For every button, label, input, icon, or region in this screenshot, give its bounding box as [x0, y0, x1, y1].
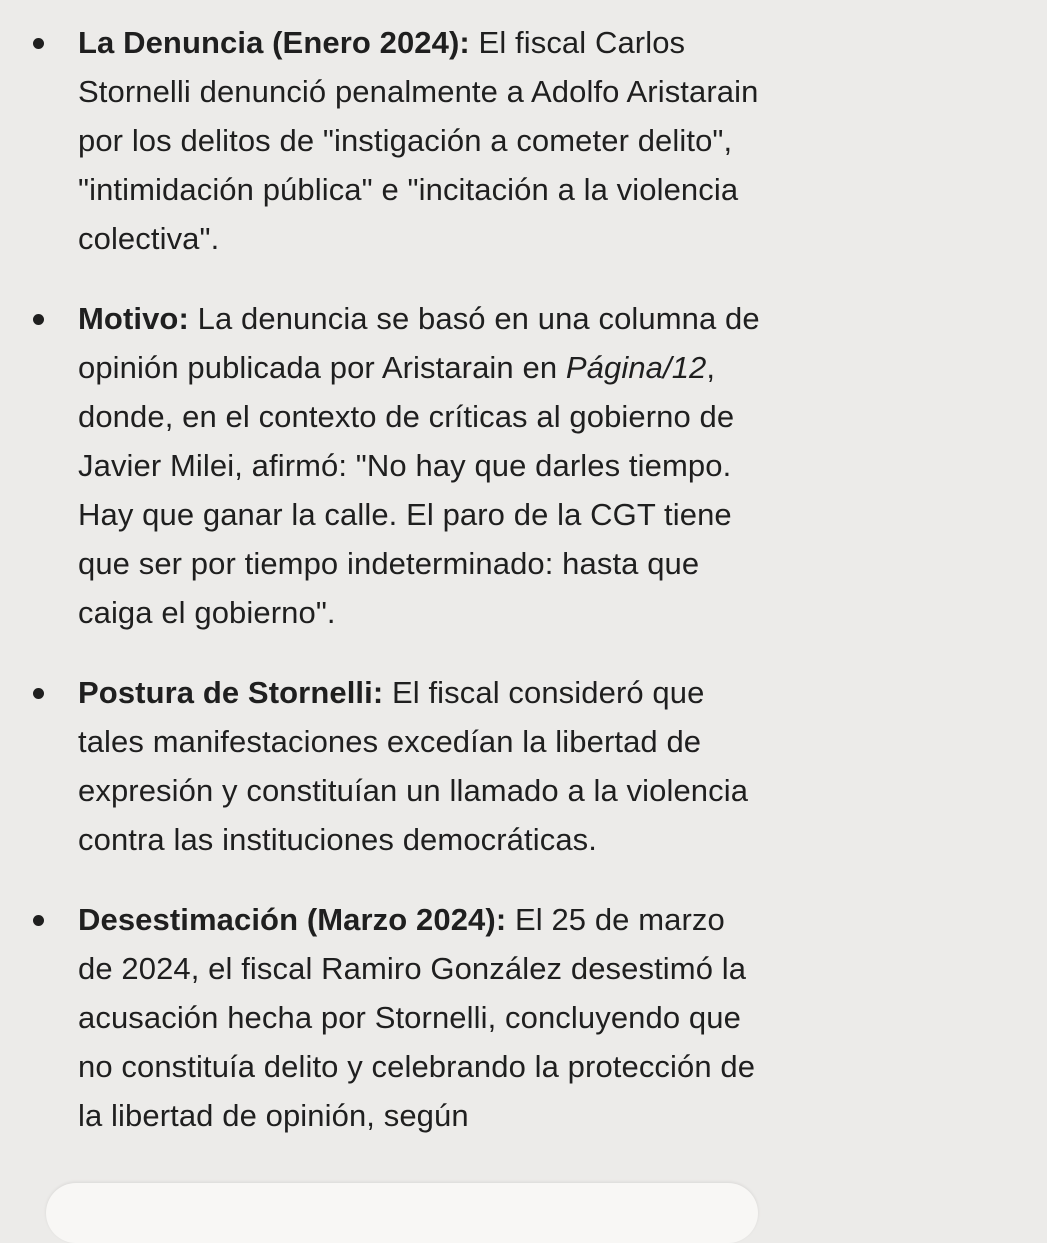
list-item — [0, 18, 768, 263]
bullet-dot-icon — [33, 314, 44, 325]
list-item — [0, 895, 768, 1140]
bullet-lead: Desestimación (Marzo 2024): — [78, 902, 507, 937]
bullet-text: El 25 de marzo de 2024, el fiscal Ramiro González desestimó la acusación hecha por Stornelli, concluyendo que no constituía delito y celebrando la protección de la libertad de opinión, según — [78, 902, 756, 1133]
bullet-text: , donde, en el contexto de críticas al gobierno de Javier Milei, afirmó: "No hay que darles tiempo. Hay que ganar la calle. El paro de la CGT tiene que ser por tiempo indeterminado: hasta que caiga el gobierno". — [78, 350, 735, 630]
bullet-dot-icon — [33, 688, 44, 699]
bullet-dot-icon — [33, 38, 44, 49]
bullet-dot-icon — [33, 915, 44, 926]
bullet-text: La denuncia se basó en una columna de opinión publicada por Aristarain en — [78, 301, 760, 385]
bullet-list — [0, 18, 1047, 1140]
bullet-lead: Postura de Stornelli: — [78, 675, 384, 710]
list-item — [0, 294, 768, 637]
bullet-text: El fiscal consideró que tales manifestaciones excedían la libertad de expresión y constituían un llamado a la violencia contra las instituciones democráticas. — [78, 675, 749, 857]
bullet-text: El fiscal Carlos Stornelli denunció penalmente a Adolfo Aristarain por los delitos de "instigación a cometer delito", "intimidación pública" e "incitación a la violencia colectiva". — [78, 25, 759, 256]
bullet-italic-text: Página/12 — [565, 350, 707, 385]
bullet-lead: Motivo: — [78, 301, 189, 336]
response-content — [0, 18, 1047, 1156]
bullet-lead: La Denuncia (Enero 2024): — [78, 25, 470, 60]
message-composer[interactable] — [46, 1183, 758, 1243]
list-item — [0, 668, 768, 864]
